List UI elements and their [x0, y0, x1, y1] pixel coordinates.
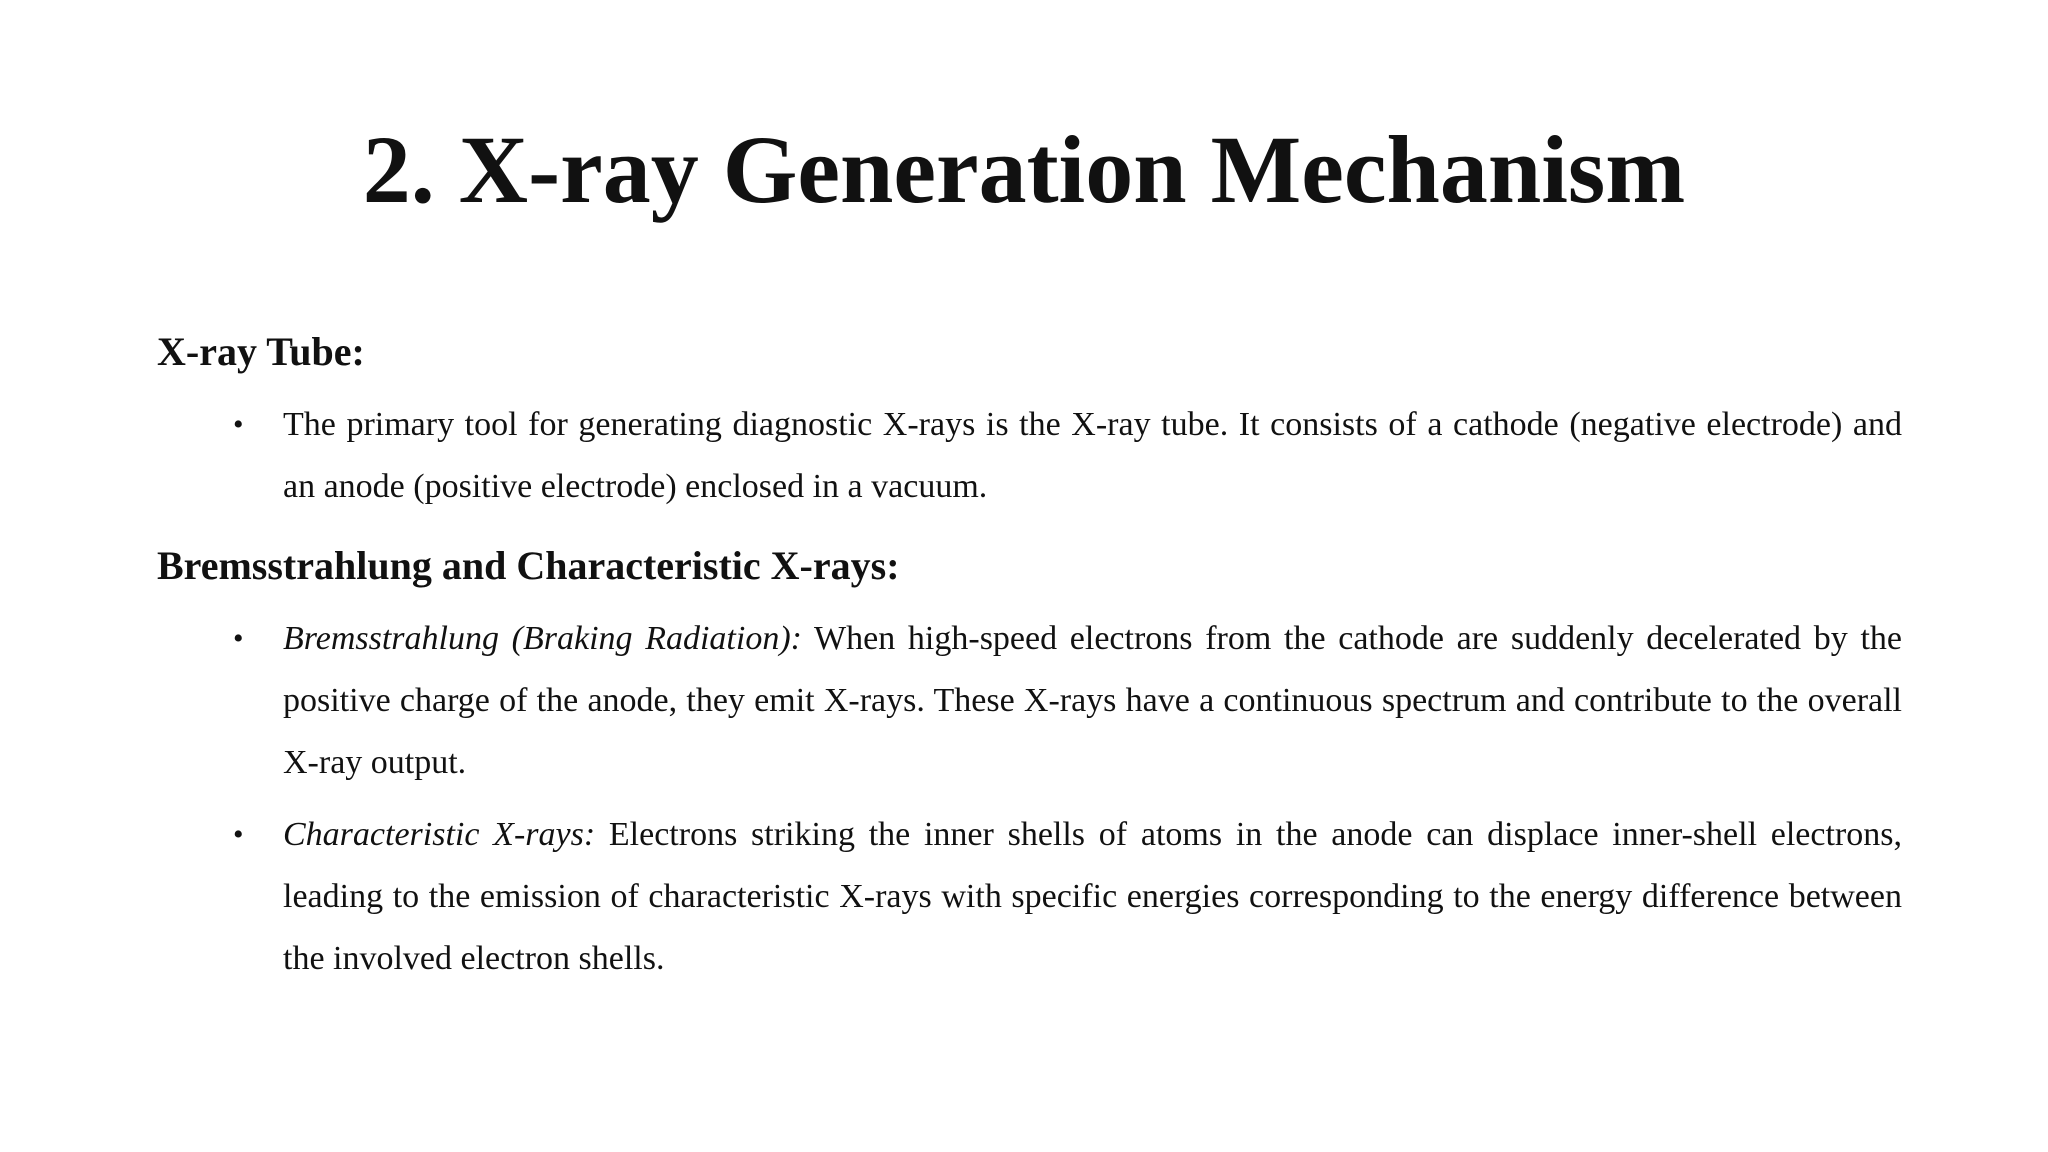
- bullet-icon: •: [233, 818, 244, 851]
- section-heading-bremsstrahlung: Bremsstrahlung and Characteristic X-rays:: [157, 543, 900, 588]
- bullet-text: Electrons striking the inner shells of atoms in the anode can displace inner-shell electrons, leading to the emission of characteristic X-rays with specific energies corresponding to the energy difference between the involved electron shells.: [283, 816, 1902, 977]
- bullet-icon: •: [233, 408, 244, 441]
- bullet-text: The primary tool for generating diagnostic X-rays is the X-ray tube. It consists of a cathode (negative electrode) and an anode (positive electrode) enclosed in a vacuum.: [283, 406, 1902, 505]
- bullet-term: Bremsstrahlung (Braking Radiation):: [283, 620, 802, 657]
- bullet-text: When high-speed electrons from the cathode are suddenly decelerated by the positive charge of the anode, they emit X-rays. These X-rays have a continuous spectrum and contribute to the overall X-ray output.: [283, 620, 1902, 781]
- section-heading-xray-tube: X-ray Tube:: [157, 329, 365, 374]
- bullet-icon: •: [233, 622, 244, 655]
- bullet-item: [157, 608, 1902, 794]
- bullet-term: Characteristic X-rays:: [283, 816, 596, 853]
- bullet-item: [157, 804, 1902, 990]
- bullet-list-xray-tube: [157, 394, 1902, 518]
- bullet-item: [157, 394, 1902, 518]
- slide-title: 2. X-ray Generation Mechanism: [362, 116, 1686, 223]
- slide-content: [157, 322, 1902, 1000]
- bullet-list-bremsstrahlung: [157, 608, 1902, 990]
